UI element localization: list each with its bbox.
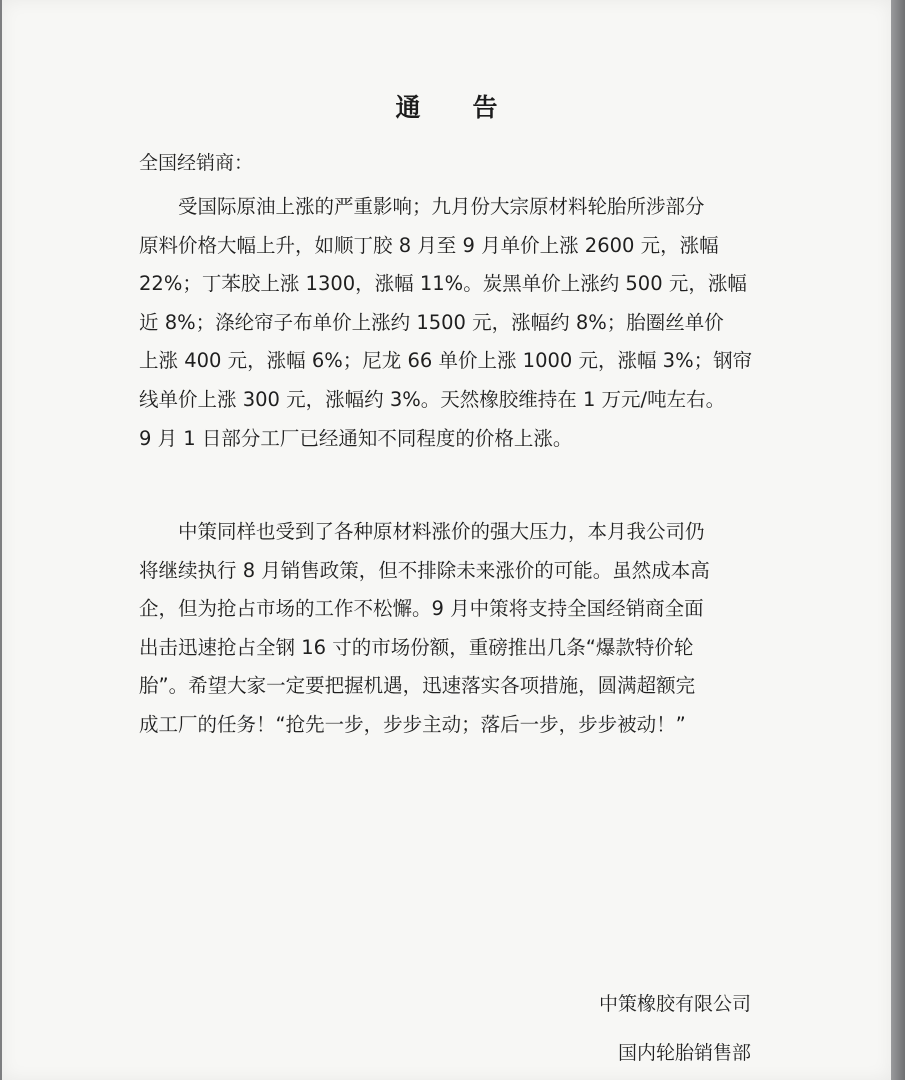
salutation: 全国经销商： [139, 152, 254, 174]
signature-company: 中策橡胶有限公司 [598, 993, 751, 1015]
paragraph-company-policy [139, 513, 779, 745]
paragraph-line: 近 8%；涤纶帘子布单价上涨约 1500 元，涨幅约 8%；胎圈丝单价 [139, 310, 724, 334]
paragraph-line: 将继续执行 8 月销售政策，但不排除未来涨价的可能。虽然成本高 [139, 558, 710, 582]
title-char-1: 通 [395, 93, 421, 122]
paragraph-price-increase [139, 188, 779, 458]
paragraph-line: 企，但为抢占市场的工作不松懈。9 月中策将支持全国经销商全面 [139, 597, 704, 621]
page-edge-shadow [891, 0, 905, 1080]
paragraph-line: 成工厂的任务！“抢先一步，步步主动；落后一步，步步被动！” [139, 712, 686, 736]
paragraph-line: 9 月 1 日部分工厂已经通知不同程度的价格上涨。 [139, 426, 573, 450]
paragraph-line: 受国际原油上涨的严重影响；九月份大宗原材料轮胎所涉部分 [178, 195, 705, 218]
paragraph-line: 出击迅速抢占全钢 16 寸的市场份额，重磅推出几条“爆款特价轮 [139, 635, 694, 659]
paragraph-line: 胎”。希望大家一定要把握机遇，迅速落实各项措施，圆满超额完 [139, 674, 696, 698]
notice-title [2, 88, 891, 124]
signature-department: 国内轮胎销售部 [617, 1042, 751, 1064]
title-char-2: 告 [472, 93, 498, 122]
paragraph-line: 线单价上涨 300 元，涨幅约 3%。天然橡胶维持在 1 万元/吨左右。 [139, 387, 726, 411]
paragraph-line: 原料价格大幅上升，如顺丁胶 8 月至 9 月单价上涨 2600 元，涨幅 [139, 233, 719, 257]
paragraph-line: 22%；丁苯胶上涨 1300，涨幅 11%。炭黑单价上涨约 500 元，涨幅 [139, 272, 747, 296]
document-page [2, 0, 891, 1080]
paragraph-line: 上涨 400 元，涨幅 6%；尼龙 66 单价上涨 1000 元，涨幅 3%；钢帘 [139, 349, 753, 373]
paragraph-line: 中策同样也受到了各种原材料涨价的强大压力，本月我公司仍 [178, 520, 705, 543]
